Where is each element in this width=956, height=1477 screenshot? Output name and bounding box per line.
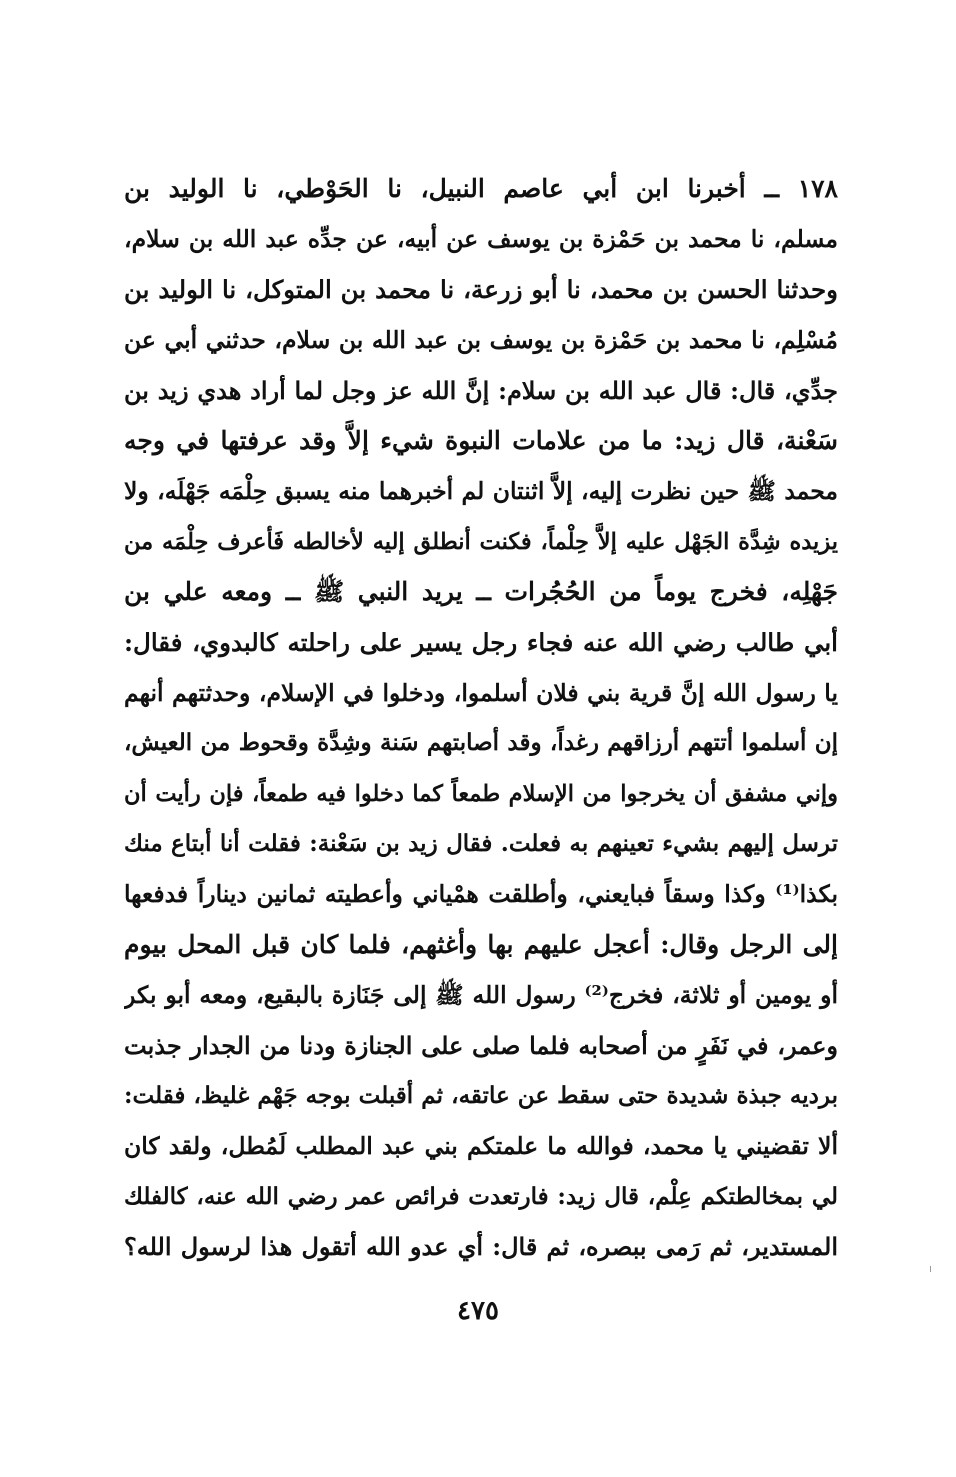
- text-line: سَعْنة، قال زيد: ما من علامات النبوة شيء إلاَّ وقد عرفتها في وجه: [124, 425, 838, 455]
- text-line: إن أسلموا أتتهم أرزاقهم رغداً، وقد أصابتهم سَنة وشِدَّة وقحوط من العيش،: [124, 729, 838, 757]
- margin-mark: [930, 1266, 931, 1272]
- text-line: برديه جبذة شديدة حتى سقط عن عاتقه، ثم أقبلت بوجه جَهْم غليظ، فقلت:: [124, 1082, 838, 1110]
- text-line: ألا تقضيني يا محمد، فوالله ما علمتكم بني عبد المطلب لَمُطل، ولقد كان: [124, 1132, 838, 1161]
- text-line: مُسْلِم، نا محمد بن حَمْزة بن يوسف بن عبد الله بن سلام، حدثني أبي عن: [124, 326, 838, 355]
- text-line: لي بمخالطتكم عِلْم، قال زيد: فارتعدت فرائص عمر رضي الله عنه، كالفلك: [124, 1182, 838, 1210]
- text-line: أبي طالب رضي الله عنه فجاء رجل يسير على راحلته كالبدوي، فقال:: [124, 627, 838, 657]
- text-line: وحدثنا الحسن بن محمد، نا أبو زرعة، نا محمد بن المتوكل، نا الوليد بن: [124, 274, 838, 304]
- text-line: وعمر، في نَفَرٍ من أصحابه فلما صلى على الجنازة ودنا من الجدار جذبت: [124, 1030, 838, 1060]
- text-line: يا رسول الله إنَّ قرية بني فلان أسلموا، ودخلوا في الإسلام، وحدثتهم أنهم: [124, 678, 838, 707]
- hadith-text-block: [124, 164, 838, 1273]
- text-line: جَهْلِه، فخرج يوماً من الحُجُرات ــ يريد النبي ﷺ ــ ومعه علي بن: [124, 577, 838, 607]
- text-line: مسلم، نا محمد بن حَمْزة بن يوسف عن أبيه، عن جدِّه عبد الله بن سلام،: [124, 225, 838, 254]
- text-line: محمد ﷺ حين نظرت إليه، إلاَّ اثنتان لم أخبرهما منه يسبق حِلْمَه جَهْلَه، ولا: [124, 477, 838, 506]
- text-line: وإني مشفق أن يخرجوا من الإسلام طمعاً كما دخلوا فيه طمعاً، فإن رأيت أن: [124, 780, 838, 807]
- text-line: يزيده شِدَّة الجَهْل عليه إلاَّ حِلْماً، فكنت أنطلق إليه لأخالطه فَأعرف حِلْمَه من: [124, 528, 838, 555]
- page-number: ٤٧٥: [457, 1296, 499, 1326]
- text-line: ترسل إليهم بشيء تعينهم به فعلت. فقال زيد بن سَعْنة: فقلت أنا أبتاع منك: [124, 830, 838, 858]
- text-line: جدِّي، قال: قال عبد الله بن سلام: إنَّ الله عز وجل لما أراد هدي زيد بن: [124, 375, 838, 405]
- text-line: أو يومين أو ثلاثة، فخرج⁽²⁾ رسول الله ﷺ إلى جَنَازة بالبقيع، ومعه أبو بكر: [124, 981, 838, 1010]
- text-line: ١٧٨ ــ أخبرنا ابن أبي عاصم النبيل، نا الحَوْطي، نا الوليد بن: [124, 174, 838, 203]
- text-line: المستدير، ثم رَمى ببصره، ثم قال: أي عدو الله أتقول هذا لرسول الله؟: [124, 1232, 838, 1262]
- text-line: إلى الرجل وقال: أعجل عليهم بها وأغثهم، فلما كان قبل المحل بيوم: [124, 929, 838, 959]
- text-line: بكذا⁽¹⁾ وكذا وسقاً فبايعني، وأطلقت همْياني وأعطيته ثمانين ديناراً فدفعها: [124, 880, 838, 909]
